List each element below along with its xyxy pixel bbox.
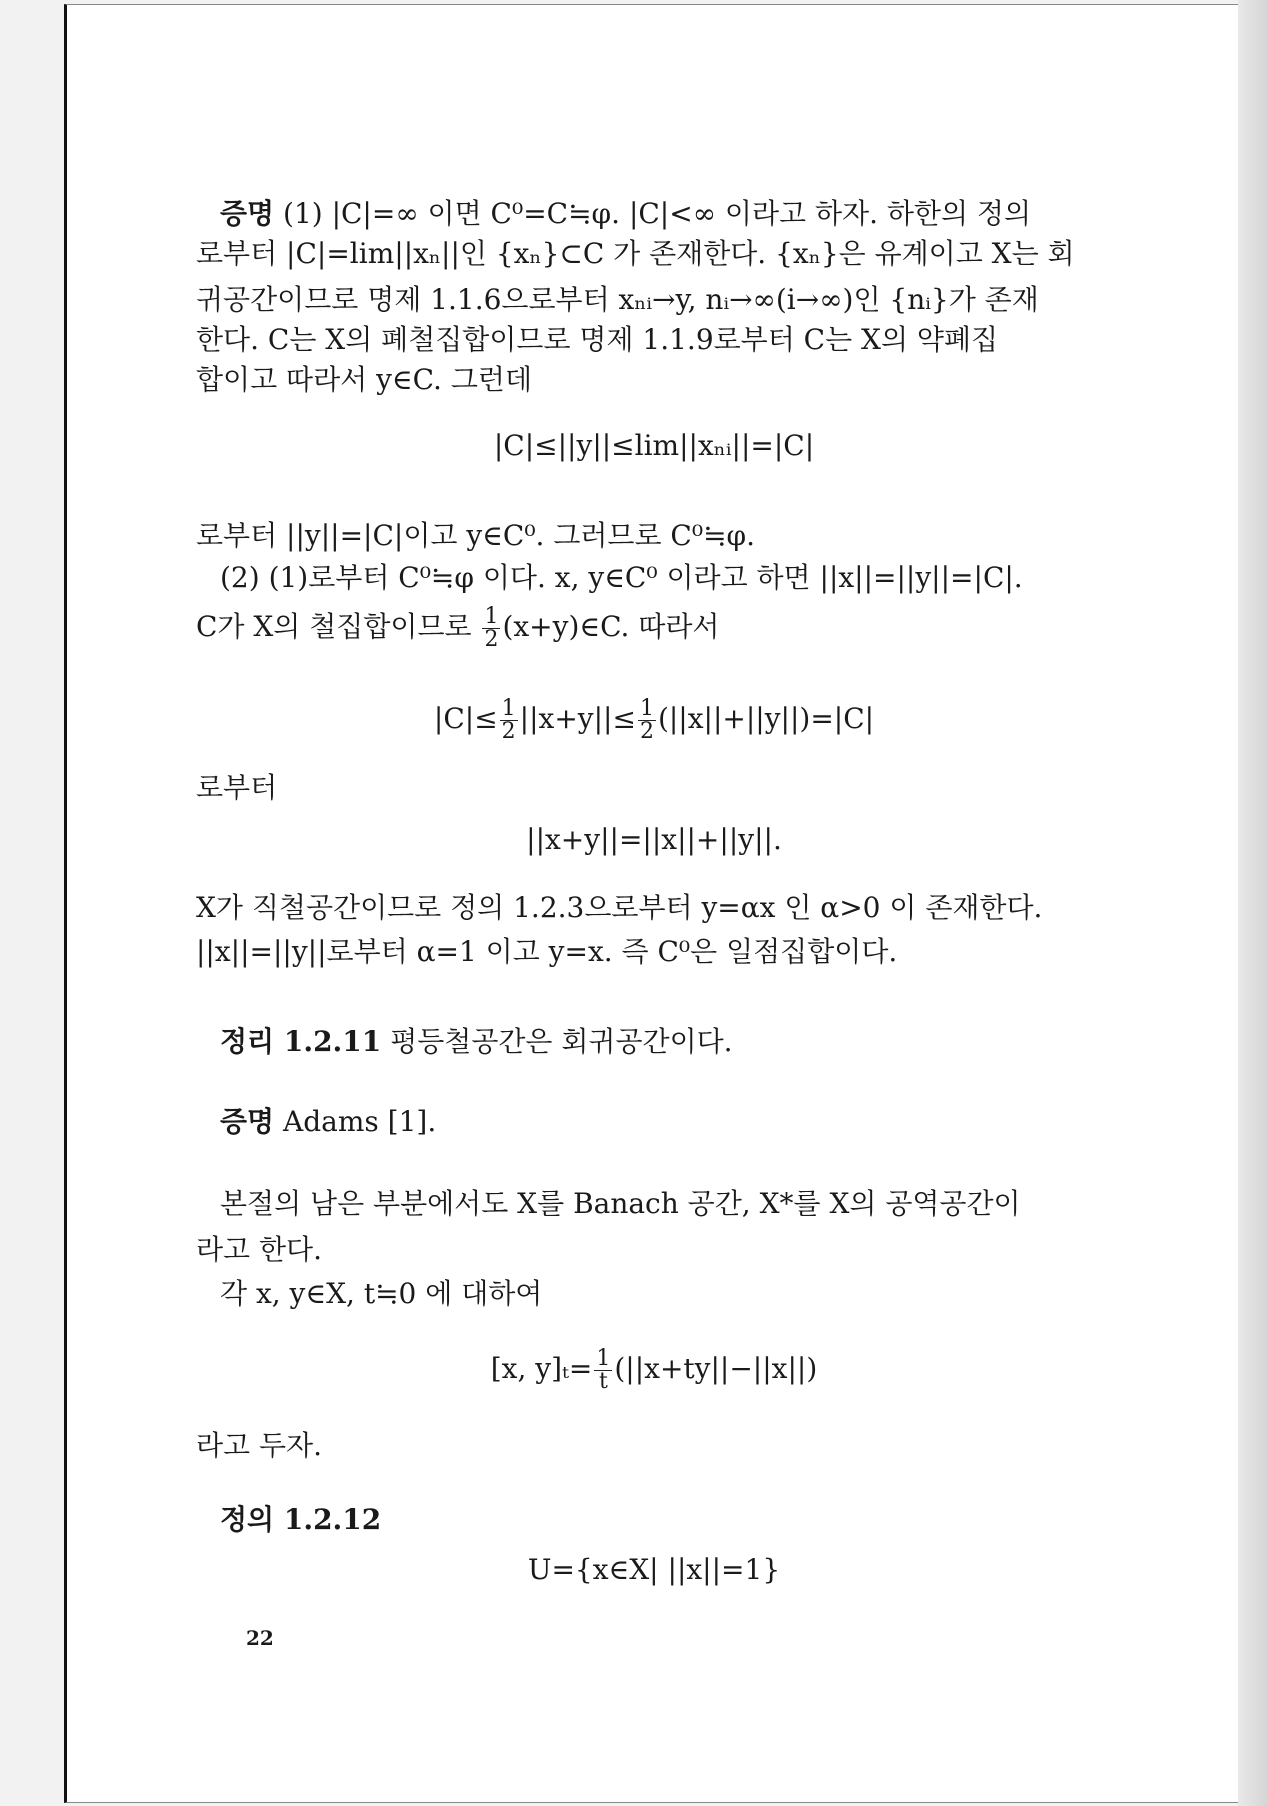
equation-text: (||x||+||y||)=|C| — [657, 702, 875, 735]
definition — [220, 1502, 381, 1538]
equation-text: [x, y]ₜ= — [490, 1352, 593, 1385]
numerator: 1 — [501, 696, 516, 721]
text: X가 직철공간이므로 정의 1.2.3으로부터 y=αx 인 α>0 이 존재한다. — [196, 891, 1043, 924]
text: 합이고 따라서 y∈C. 그런데 — [196, 363, 533, 396]
proof-paragraph-line-6 — [196, 518, 755, 554]
fraction — [500, 698, 518, 743]
page-number: 22 — [246, 1626, 274, 1650]
equation-3 — [64, 822, 1244, 858]
definition-label: 정의 1.2.12 — [220, 1503, 382, 1536]
text: (x+y)∈C. 따라서 — [502, 610, 720, 643]
equation-text: |C|≤||y||≤lim||xₙᵢ||=|C| — [493, 429, 815, 462]
denominator: 2 — [484, 627, 499, 652]
text: 라고 두자. — [196, 1429, 322, 1462]
theorem — [220, 1024, 733, 1060]
fraction — [638, 698, 656, 743]
numerator: 1 — [484, 604, 499, 629]
equation-text: U={x∈X| ||x||=1} — [527, 1553, 781, 1586]
proof-paragraph-line-5 — [196, 362, 532, 398]
equation-4 — [64, 1348, 1244, 1393]
denominator: 2 — [639, 719, 654, 744]
proof-paragraph-line-7 — [220, 560, 1023, 596]
equation-5 — [64, 1552, 1244, 1588]
text: 본절의 남은 부분에서도 X를 Banach 공간, X*를 X의 공역공간이 — [220, 1187, 1021, 1220]
equation-text: ||x+y||=||x||+||y||. — [526, 823, 782, 856]
text: 귀공간이므로 명제 1.1.6으로부터 xₙᵢ→y, nᵢ→∞(i→∞)인 {nᵢ}가 존재 — [196, 283, 1039, 316]
proof-2 — [220, 1104, 436, 1140]
fraction — [594, 1348, 612, 1393]
theorem-text: 평등철공간은 회귀공간이다. — [390, 1025, 733, 1058]
text: 라고 한다. — [196, 1233, 322, 1266]
text: 한다. C는 X의 폐철집합이므로 명제 1.1.9로부터 C는 X의 약폐집 — [196, 323, 999, 356]
text: (1) |C|=∞ 이면 C⁰=C≒φ. |C|<∞ 이라고 하자. 하한의 정의 — [283, 197, 1032, 230]
theorem-label: 정리 1.2.11 — [220, 1025, 382, 1058]
proof-paragraph-line-2 — [196, 236, 1075, 272]
equation-text: |C|≤ — [433, 702, 498, 735]
text: 각 x, y∈X, t≒0 에 대하여 — [220, 1277, 543, 1310]
proof-label: 증명 — [220, 1105, 275, 1138]
text: ||x||=||y||로부터 α=1 이고 y=x. 즉 C⁰은 일점집합이다. — [196, 935, 898, 968]
denominator: t — [598, 1369, 608, 1394]
proof-paragraph-line-1 — [220, 196, 1031, 232]
paragraph-line-15 — [196, 1428, 322, 1464]
proof-paragraph-line-11 — [196, 934, 897, 970]
proof-paragraph-line-4 — [196, 322, 998, 358]
equation-text: ||x+y||≤ — [519, 702, 636, 735]
proof-paragraph-line-9 — [196, 770, 277, 806]
paragraph-line-12 — [220, 1186, 1021, 1222]
proof-paragraph-line-3 — [196, 282, 1039, 318]
proof-text: Adams [1]. — [283, 1105, 437, 1138]
paragraph-line-13 — [196, 1232, 322, 1268]
text: 로부터 |C|=lim||xₙ||인 {xₙ}⊂C 가 존재한다. {xₙ}은 유계이고 X는 회 — [196, 237, 1075, 270]
proof-paragraph-line-10 — [196, 890, 1042, 926]
denominator: 2 — [501, 719, 516, 744]
text: 로부터 ||y||=|C|이고 y∈C⁰. 그러므로 C⁰≒φ. — [196, 519, 756, 552]
equation-2 — [64, 698, 1244, 743]
proof-label: 증명 — [220, 197, 275, 230]
equation-1 — [64, 428, 1244, 464]
equation-text: (||x+ty||−||x||) — [614, 1352, 818, 1385]
numerator: 1 — [639, 696, 654, 721]
numerator: 1 — [596, 1346, 611, 1371]
text: (2) (1)로부터 C⁰≒φ 이다. x, y∈C⁰ 이라고 하면 ||x||=||y||=|C|. — [220, 561, 1023, 594]
page-edge-shadow — [1238, 0, 1268, 1806]
fraction — [482, 606, 500, 651]
proof-paragraph-line-8 — [196, 606, 719, 651]
text: 로부터 — [196, 771, 278, 804]
paragraph-line-14 — [220, 1276, 542, 1312]
text: C가 X의 철집합이므로 — [196, 610, 472, 643]
